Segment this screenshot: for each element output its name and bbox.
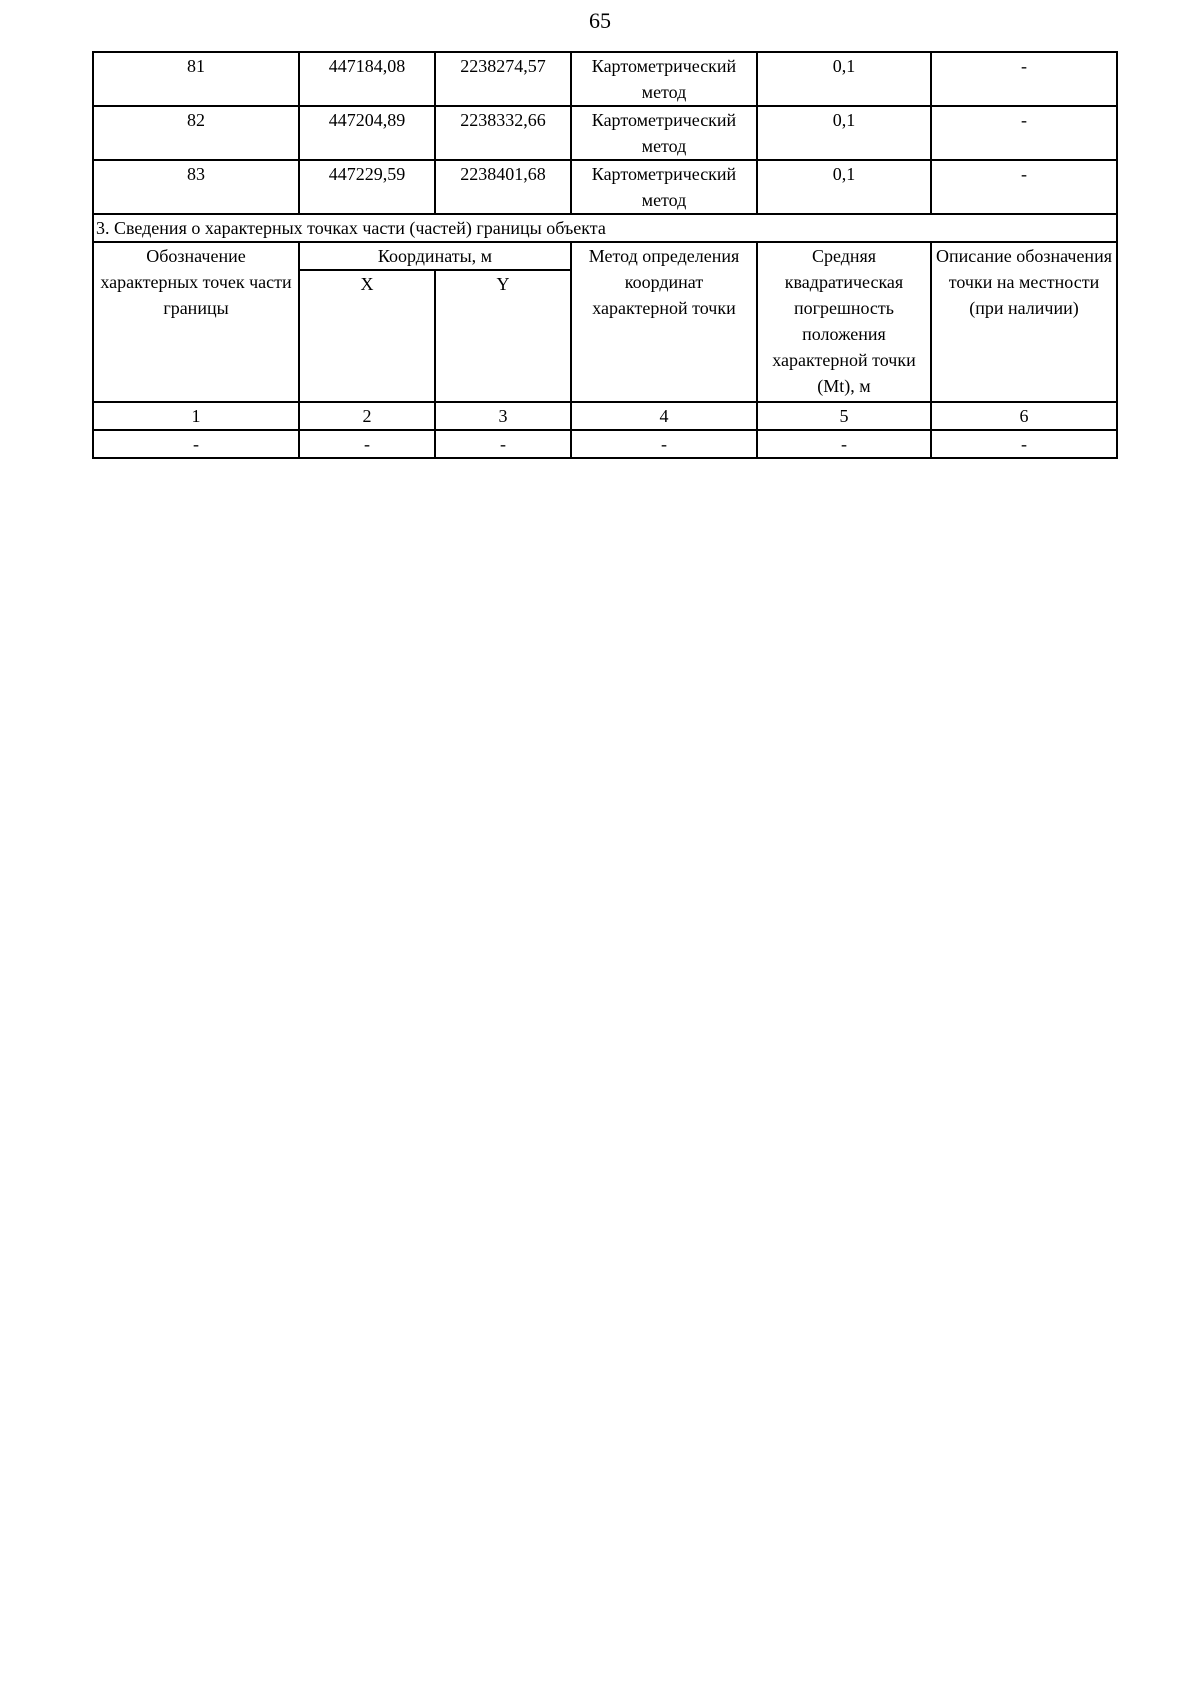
method-cell: Картометрический метод	[571, 106, 757, 160]
coord-x-cell: 447204,89	[299, 106, 435, 160]
point-number-cell: 83	[93, 160, 299, 214]
coord-x-cell: 447184,08	[299, 52, 435, 106]
method-cell: Картометрический метод	[571, 52, 757, 106]
header-coords: Координаты, м	[299, 242, 571, 270]
coord-x-cell: 447229,59	[299, 160, 435, 214]
description-cell: -	[931, 106, 1117, 160]
header-method: Метод определения координат характерной точки	[571, 242, 757, 402]
empty-cell: -	[571, 430, 757, 458]
table-row	[93, 52, 1117, 106]
header-description: Описание обозначения точки на местности (при наличии)	[931, 242, 1117, 402]
coord-y-cell: 2238274,57	[435, 52, 571, 106]
empty-cell: -	[757, 430, 931, 458]
section-title: 3. Сведения о характерных точках части (частей) границы объекта	[93, 214, 1117, 242]
empty-cell: -	[435, 430, 571, 458]
header-error: Средняя квадратическая погрешность положения характерной точки (Mt), м	[757, 242, 931, 402]
table-row	[93, 106, 1117, 160]
header-row	[93, 242, 1117, 270]
header-y: Y	[435, 270, 571, 402]
header-x: X	[299, 270, 435, 402]
method-cell: Картометрический метод	[571, 160, 757, 214]
column-numbers-row	[93, 402, 1117, 430]
description-cell: -	[931, 52, 1117, 106]
error-cell: 0,1	[757, 106, 931, 160]
header-point: Обозначение характерных точек части границы	[93, 242, 299, 402]
section-title-row	[93, 214, 1117, 242]
column-number: 1	[93, 402, 299, 430]
column-number: 5	[757, 402, 931, 430]
point-number-cell: 81	[93, 52, 299, 106]
column-number: 2	[299, 402, 435, 430]
description-cell: -	[931, 160, 1117, 214]
point-number-cell: 82	[93, 106, 299, 160]
coord-y-cell: 2238401,68	[435, 160, 571, 214]
coord-y-cell: 2238332,66	[435, 106, 571, 160]
empty-cell: -	[299, 430, 435, 458]
table-row	[93, 430, 1117, 458]
error-cell: 0,1	[757, 52, 931, 106]
page-number: 65	[589, 8, 611, 33]
column-number: 6	[931, 402, 1117, 430]
error-cell: 0,1	[757, 160, 931, 214]
table-row	[93, 160, 1117, 214]
empty-cell: -	[931, 430, 1117, 458]
column-number: 4	[571, 402, 757, 430]
empty-cell: -	[93, 430, 299, 458]
boundary-points-table	[92, 51, 1118, 459]
column-number: 3	[435, 402, 571, 430]
